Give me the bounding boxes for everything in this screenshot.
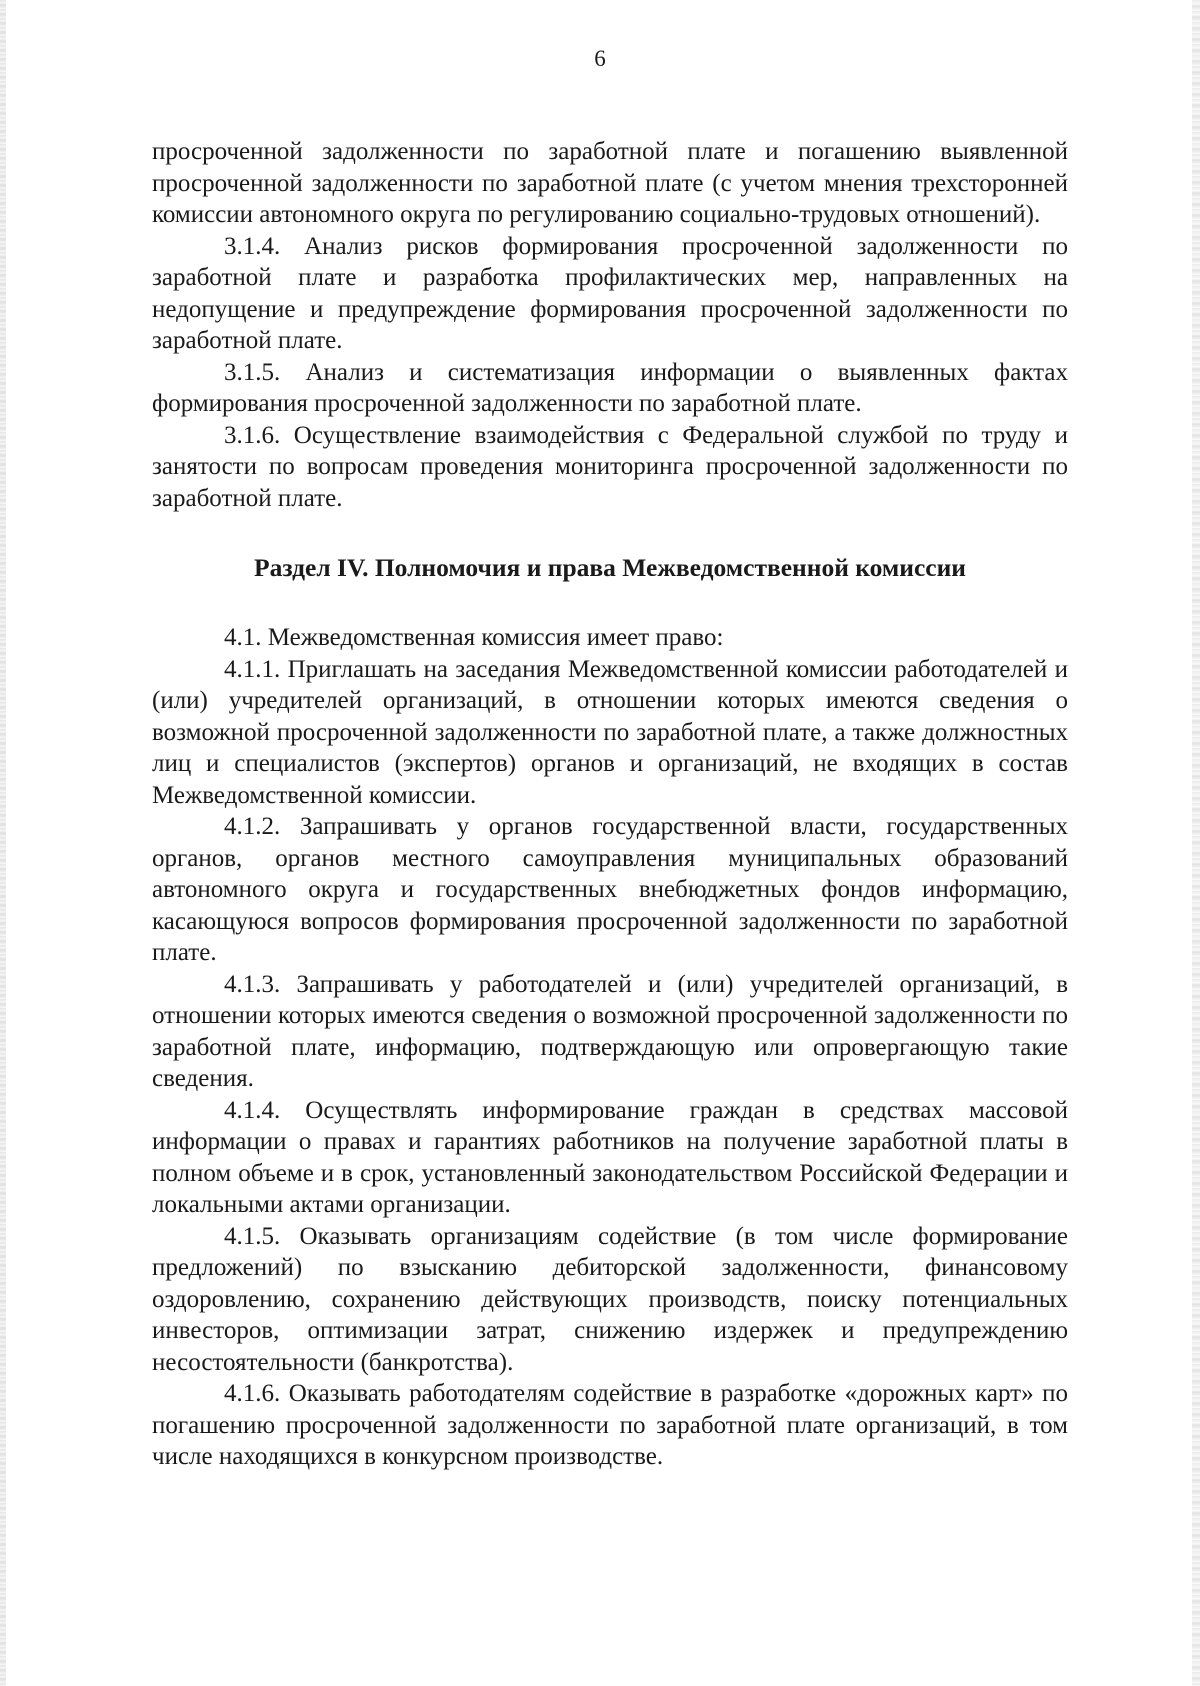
paragraph-3-1-4: 3.1.4. Анализ рисков формирования просроченной задолженности по заработной плате и разработка профилактических мер, направленных на недопущение и предупреждение формирования просроченной задолженности по заработной плате.	[152, 232, 1068, 354]
paragraph-3-1-5: 3.1.5. Анализ и систематизация информации о выявленных фактах формирования просроченной задолженности по заработной плате.	[152, 358, 1068, 417]
page-number: 6	[594, 46, 606, 71]
paragraph-4-1-4: 4.1.4. Осуществлять информирование граждан в средствах массовой информации о правах и гарантиях работников на получение заработной платы в полном объеме и в срок, установленный законодательством Российской Федерации и локальными актами организации.	[152, 1096, 1068, 1218]
paragraph-4-1-5: 4.1.5. Оказывать организациям содействие (в том числе формирование предложений) по взысканию дебиторской задолженности, финансовому оздоровлению, сохранению действующих производств, поиску потенциальных инвесторов, оптимизации затрат, снижению издержек и предупреждению несостоятельности (банкротства).	[152, 1222, 1068, 1376]
paragraph-4-1-6: 4.1.6. Оказывать работодателям содействие в разработке «дорожных карт» по погашению просроченной задолженности по заработной плате организаций, в том числе находящихся в конкурсном производстве.	[152, 1380, 1068, 1470]
scan-edge-left	[0, 0, 6, 1686]
paragraph-4-1-3: 4.1.3. Запрашивать у работодателей и (или) учредителей организаций, в отношении которых имеются сведения о возможной просроченной задолженности по заработной плате, информацию, подтверждающую или опровергающую такие сведения.	[152, 970, 1068, 1092]
paragraph-3-1-6: 3.1.6. Осуществление взаимодействия с Федеральной службой по труду и занятости по вопросам проведения мониторинга просроченной задолженности по заработной плате.	[152, 421, 1068, 512]
paragraph-4-1-2: 4.1.2. Запрашивать у органов государственной власти, государственных органов, органов местного самоуправления муниципальных образований автономного округа и государственных внебюджетных фондов информацию, касающуюся вопросов формирования просроченной задолженности по заработной плате.	[152, 813, 1068, 966]
paragraph-4-1: 4.1. Межведомственная комиссия имеет право:	[224, 624, 724, 651]
paragraph-4-1-1: 4.1.1. Приглашать на заседания Межведомственной комиссии работодателей и (или) учредителей организаций, в отношении которых имеются сведения о возможной просроченной задолженности по заработной плате, а также должностных лиц и специалистов (экспертов) органов и организаций, не входящих в состав Межведомственной комиссии.	[152, 655, 1068, 809]
section-heading: Раздел IV. Полномочия и права Межведомственной комиссии	[254, 553, 966, 582]
paragraph-continuation: просроченной задолженности по заработной плате и погашению выявленной просроченной задолженности по заработной плате (с учетом мнения трехсторонней комиссии автономного округа по регулированию социально-трудовых отношений).	[152, 138, 1068, 228]
scan-edge-right	[1192, 0, 1200, 1686]
document-body	[152, 136, 1068, 1473]
